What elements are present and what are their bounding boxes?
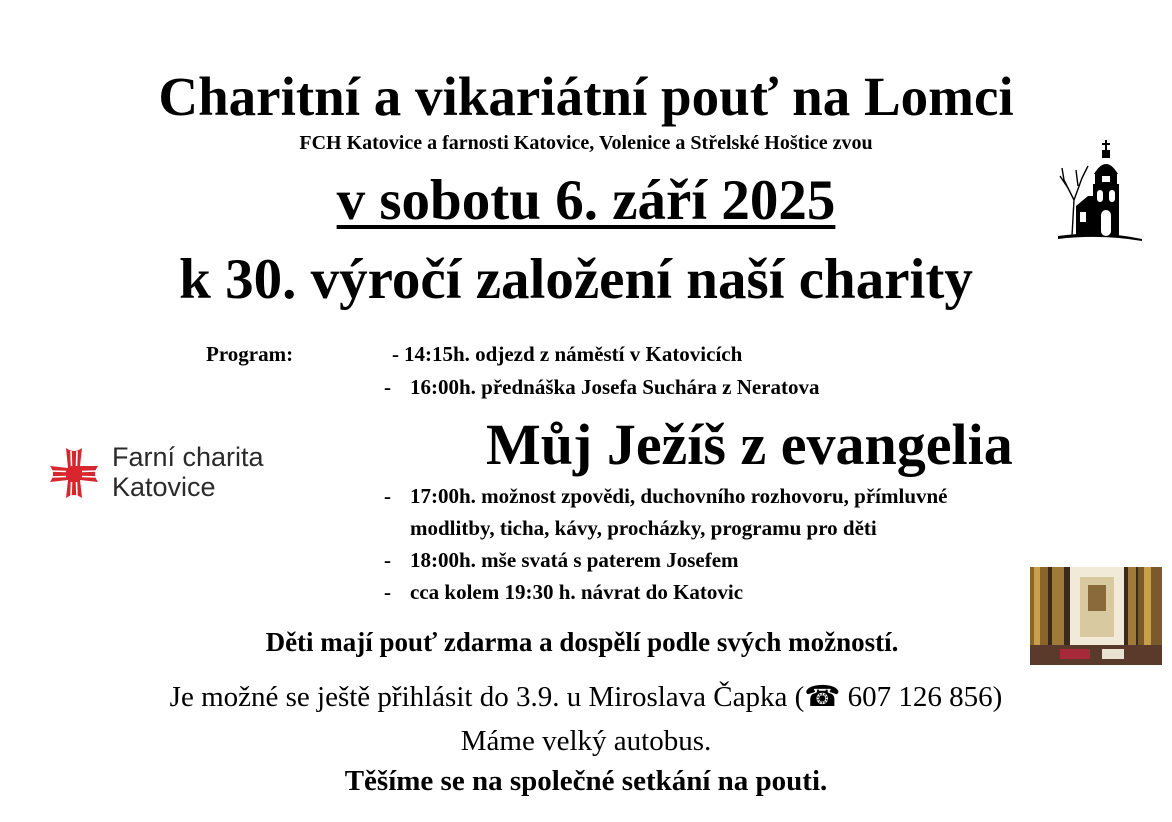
charity-logo — [46, 442, 306, 506]
list-dash: - — [384, 484, 391, 508]
poster-title: Charitní a vikariátní pouť na Lomci — [158, 66, 1014, 127]
program-label: Program: — [206, 342, 294, 366]
bus-note: Máme velký autobus. — [460, 725, 712, 757]
charity-logo-line2: Katovice — [112, 472, 216, 502]
registration-note — [0, 678, 1172, 716]
charity-logo-text — [112, 442, 264, 502]
charity-logo-line1: Farní charita — [112, 442, 264, 472]
program-item-text: 18:00h. mše svatá s paterem Josefem — [410, 548, 739, 572]
anniversary-heading: k 30. výročí založení naší charity — [179, 248, 973, 311]
event-date — [0, 166, 1172, 236]
list-dash: - — [384, 548, 391, 572]
list-dash: - — [392, 342, 399, 366]
talk-title: Můj Ježíš z evangelia — [486, 412, 1013, 477]
closing-note: Těšíme se na společné setkání na pouti. — [344, 765, 828, 797]
church-illustration — [1058, 140, 1142, 244]
program-item-text: cca kolem 19:30 h. návrat do Katovic — [410, 580, 744, 604]
event-date-text: v sobotu 6. září 2025 — [336, 169, 836, 232]
program-item-text: 14:15h. odjezd z náměstí v Katovicích — [404, 342, 743, 366]
phone-icon: ☎ — [804, 681, 841, 713]
registration-text: Je možné se ještě přihlásit do 3.9. u Miroslava Čapka ( — [169, 681, 805, 713]
list-dash: - — [384, 375, 391, 399]
program-item-text: modlitby, ticha, kávy, procházky, programu pro děti — [410, 516, 877, 540]
program-item-text: 17:00h. možnost zpovědi, duchovního rozhovoru, přímluvné — [410, 484, 948, 508]
pricing-note: Děti mají pouť zdarma a dospělí podle svých možností. — [265, 627, 899, 657]
program-item-text: 16:00h. přednáška Josefa Suchára z Neratova — [410, 375, 820, 399]
list-dash: - — [384, 580, 391, 604]
poster-subtitle: FCH Katovice a farnosti Katovice, Volenice a Střelské Hoštice zvou — [299, 132, 873, 154]
caritas-cross-icon — [46, 446, 102, 502]
phone-number: 607 126 856) — [840, 681, 1003, 713]
